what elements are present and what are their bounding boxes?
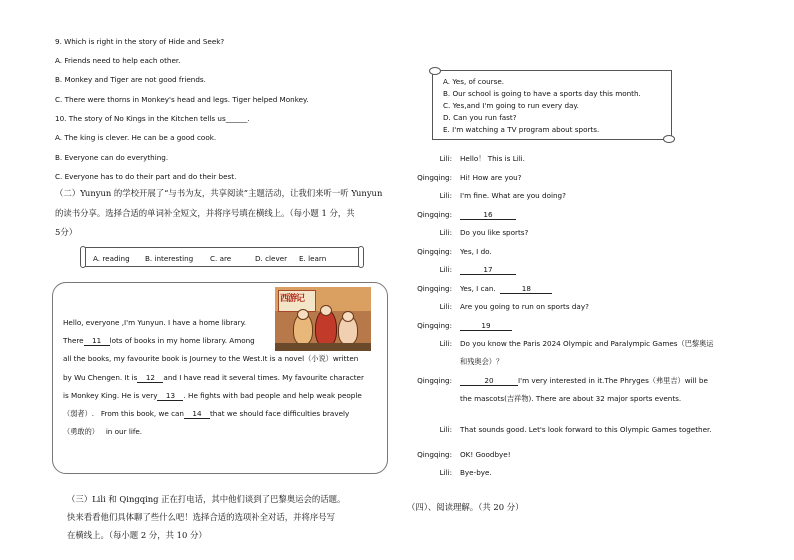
option-c: C. are bbox=[210, 254, 232, 263]
section2-instruction-line3: 5分） bbox=[55, 227, 78, 237]
dialog-line: Are you going to run on sports day? bbox=[460, 302, 589, 311]
option-a: A. reading bbox=[93, 254, 130, 263]
passage-line-4 bbox=[63, 373, 364, 383]
section3-option-scroll bbox=[432, 70, 672, 140]
speaker-label: Qingqing: bbox=[417, 376, 452, 385]
passage-text: by Wu Chengen. It is bbox=[63, 373, 138, 382]
passage-text: （弱者）. bbox=[63, 409, 95, 418]
dialog-line: Hi! How are you? bbox=[460, 173, 522, 182]
section3-instruction-line2: 快来看看他们具体聊了些什么吧！选择合适的选项补全对话，并将序号写 bbox=[67, 512, 335, 522]
dialog-line bbox=[460, 265, 516, 275]
section3-instruction-line3: 在横线上。（每小题 2 分，共 10 分） bbox=[67, 530, 207, 540]
speaker-label: Qingqing: bbox=[417, 210, 452, 219]
speaker-label: Lili: bbox=[439, 265, 452, 274]
section3-instruction-line1: （三）Lili 和 Qingqing 正在打电话，其中他们谈到了巴黎奥运会的话题。 bbox=[67, 494, 346, 504]
q10-option-c[interactable]: C. Everyone has to do their part and do their best. bbox=[55, 172, 237, 181]
dialog-option-a: A. Yes, of course. bbox=[443, 77, 505, 86]
dialog-line: That sounds good. Let's look forward to this Olympic Games together. bbox=[460, 425, 712, 434]
blank-14[interactable]: 14 bbox=[184, 410, 210, 419]
speaker-label: Lili: bbox=[439, 468, 452, 477]
dialog-line: Do you like sports? bbox=[460, 228, 529, 237]
dialog-option-b: B. Our school is going to have a sports day this month. bbox=[443, 89, 641, 98]
speaker-label: Lili: bbox=[439, 302, 452, 311]
speaker-label: Lili: bbox=[439, 425, 452, 434]
passage-text: and I have read it several times. My favourite character bbox=[163, 373, 364, 382]
scroll-curl-right bbox=[358, 246, 364, 268]
blank-20[interactable]: 20 bbox=[460, 377, 518, 386]
q9-option-c[interactable]: C. There were thorns in Monkey's head and legs. Tiger helped Monkey. bbox=[55, 95, 309, 104]
option-b: B. interesting bbox=[145, 254, 194, 263]
speaker-label: Qingqing: bbox=[417, 450, 452, 459]
dialog-text: Yes, I can. bbox=[460, 284, 496, 293]
speaker-label: Lili: bbox=[439, 339, 452, 348]
passage-text: From this book, we can bbox=[100, 409, 184, 418]
dialog-line bbox=[460, 284, 552, 294]
passage-text: that we should face difficulties bravely bbox=[209, 409, 350, 418]
passage-text: in our life. bbox=[105, 427, 143, 436]
passage-line-5 bbox=[63, 391, 362, 401]
speaker-label: Qingqing: bbox=[417, 284, 452, 293]
speaker-label: Qingqing: bbox=[417, 247, 452, 256]
dialog-line bbox=[460, 321, 512, 331]
blank-13[interactable]: 13 bbox=[157, 392, 183, 401]
blank-18[interactable]: 18 bbox=[500, 285, 552, 294]
dialog-line bbox=[460, 210, 516, 220]
blank-16[interactable]: 16 bbox=[460, 211, 516, 220]
q9-option-a[interactable]: A. Friends need to help each other. bbox=[55, 56, 181, 65]
passage-line-6 bbox=[63, 409, 349, 419]
passage-text: . He fights with bad people and help weak people bbox=[183, 391, 362, 400]
dialog-line-cont: 和残奥会）？ bbox=[460, 357, 504, 366]
section2-option-box bbox=[84, 247, 360, 267]
passage-text: lots of books in my home library. Among bbox=[109, 336, 255, 345]
section2-instruction-line1: （二）Yunyun 的学校开展了“与书为友，共享阅读”主题活动，让我们来听一听 Yunyun bbox=[55, 188, 383, 198]
dialog-option-d: D. Can you run fast? bbox=[443, 113, 517, 122]
speaker-label: Lili: bbox=[439, 191, 452, 200]
dialog-line: Do you know the Paris 2024 Olympic and Paralympic Games（巴黎奥运 bbox=[460, 339, 714, 348]
dialog-line: Hello！ This is Lili. bbox=[460, 154, 525, 163]
passage-line-7 bbox=[63, 427, 142, 436]
speaker-label: Qingqing: bbox=[417, 173, 452, 182]
scroll-curl-left bbox=[80, 246, 86, 268]
q9-option-b[interactable]: B. Monkey and Tiger are not good friends. bbox=[55, 75, 206, 84]
q9-question: 9. Which is right in the story of Hide and Seek? bbox=[55, 37, 225, 46]
scroll-roll-bottom bbox=[663, 135, 675, 143]
speaker-label: Lili: bbox=[439, 228, 452, 237]
passage-line-3: all the books, my favourite book is Journey to the West.It is a novel（小说）written bbox=[63, 354, 359, 363]
journey-to-the-west-illustration bbox=[275, 287, 371, 351]
dialog-line-cont: the mascots(吉祥物). There are about 32 major sports events. bbox=[460, 394, 682, 403]
dialog-line: Yes, I do. bbox=[460, 247, 492, 256]
passage-text: There bbox=[63, 336, 84, 345]
section4-heading: （四）、阅读理解。（共 20 分） bbox=[407, 502, 524, 512]
passage-text: （勇敢的） bbox=[63, 427, 99, 436]
dialog-line: Bye-bye. bbox=[460, 468, 492, 477]
dialog-text: I'm very interested in it.The Phryges（弗里吉）will be bbox=[518, 376, 708, 385]
option-e: E. learn bbox=[299, 254, 327, 263]
dialog-line: OK! Goodbye! bbox=[460, 450, 511, 459]
scroll-roll-top bbox=[429, 67, 441, 75]
blank-11[interactable]: 11 bbox=[84, 337, 110, 346]
q10-option-a[interactable]: A. The king is clever. He can be a good cook. bbox=[55, 133, 217, 142]
option-d: D. clever bbox=[255, 254, 288, 263]
dialog-option-e: E. I'm watching a TV program about sports. bbox=[443, 125, 600, 134]
passage-line-1: Hello, everyone ,I'm Yunyun. I have a home library. bbox=[63, 318, 247, 327]
dialog-line bbox=[460, 376, 708, 386]
illustration-title: 西游记 bbox=[280, 294, 305, 304]
passage-line-2 bbox=[63, 336, 255, 346]
speaker-label: Qingqing: bbox=[417, 321, 452, 330]
blank-17[interactable]: 17 bbox=[460, 266, 516, 275]
blank-19[interactable]: 19 bbox=[460, 322, 512, 331]
blank-12[interactable]: 12 bbox=[137, 374, 163, 383]
passage-text: is Monkey King. He is very bbox=[63, 391, 158, 400]
dialog-line: I'm fine. What are you doing? bbox=[460, 191, 566, 200]
dialog-option-c: C. Yes,and I'm going to run every day. bbox=[443, 101, 579, 110]
speaker-label: Lili: bbox=[439, 154, 452, 163]
section2-instruction-line2: 的读书分享。选择合适的单词补全短文，并将序号填在横线上。（每小题 1 分，共 bbox=[55, 208, 355, 218]
q10-question: 10. The story of No Kings in the Kitchen tells us______. bbox=[55, 114, 250, 123]
q10-option-b[interactable]: B. Everyone can do everything. bbox=[55, 153, 169, 162]
